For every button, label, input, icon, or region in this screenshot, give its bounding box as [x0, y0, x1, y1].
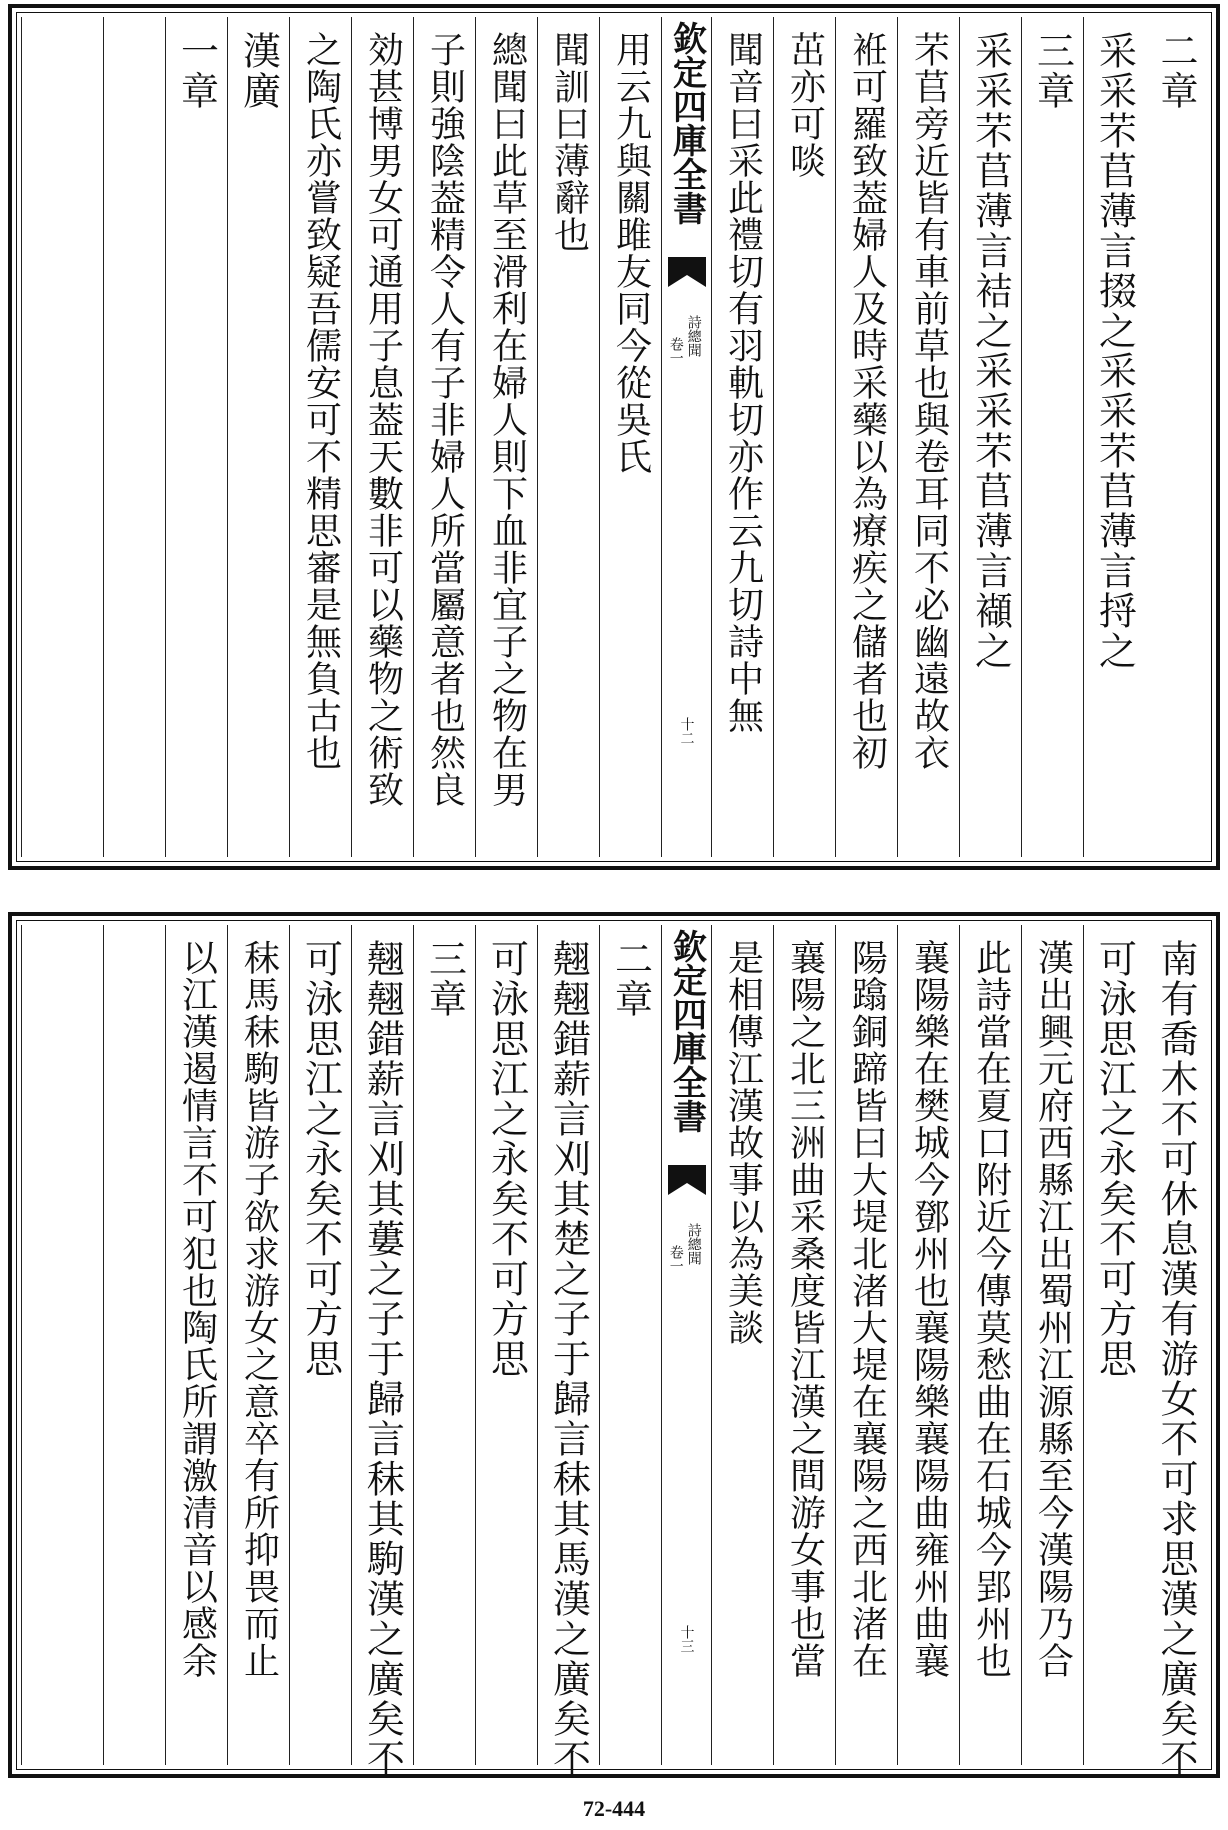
- poem-line: 可泳思江之永矣不可方思: [298, 939, 343, 1379]
- text-column: [413, 925, 475, 1765]
- text-column: [1083, 17, 1145, 857]
- text-column: [475, 925, 537, 1765]
- text-column: [835, 17, 897, 857]
- poem-title: 漢廣: [236, 31, 281, 111]
- text-column: [1021, 925, 1083, 1765]
- text-column: [897, 17, 959, 857]
- fish-tail-mark-icon: [668, 257, 706, 287]
- text-column: [773, 925, 835, 1765]
- commentary-line: 漢出興元府西縣江出蜀州江源縣至今漢陽乃合: [1032, 939, 1074, 1679]
- chapter-heading: 二章: [1154, 31, 1198, 111]
- text-column: [959, 17, 1021, 857]
- commentary-line: 此詩當在夏口附近今傳莫愁曲在石城今郢州也: [970, 939, 1012, 1679]
- page-bottom: [8, 912, 1220, 1778]
- commentary-line: 之陶氏亦嘗致疑吾儒安可不精思審是無負古也: [300, 31, 342, 771]
- commentary-line: 聞訓曰薄辭也: [548, 31, 590, 253]
- text-column: [413, 17, 475, 857]
- text-column: [21, 925, 103, 1765]
- poem-line: 翹翹錯薪言刈其蔞之子于歸言秣其駒漢之廣矣不: [360, 939, 405, 1779]
- commentary-line: 茁亦可啖: [784, 31, 826, 179]
- text-column: [537, 17, 599, 857]
- commentary-line: 襄陽樂在樊城今鄧州也襄陽樂襄陽曲雍州曲襄: [908, 939, 950, 1679]
- text-column: [103, 17, 165, 857]
- text-column: [711, 925, 773, 1765]
- text-column: [897, 925, 959, 1765]
- text-column: [1145, 17, 1207, 857]
- text-column: [289, 17, 351, 857]
- poem-line: 可泳思江之永矣不可方思: [484, 939, 529, 1379]
- commentary-line: 是相傳江漢故事以為美談: [722, 939, 764, 1346]
- poem-line: 可泳思江之永矣不可方思: [1092, 939, 1137, 1379]
- folio-number: 十二: [678, 717, 695, 745]
- fish-tail-mark-icon: [668, 1165, 706, 1195]
- commentary-line: 襄陽之北三洲曲采桑度皆江漢之間游女事也當: [784, 939, 826, 1679]
- commentary-line: 用云九與關雎友同今從吳氏: [610, 31, 652, 475]
- book-title: 詩總聞: [685, 1223, 702, 1265]
- text-column: [835, 925, 897, 1765]
- text-column: [599, 925, 661, 1765]
- text-column: [351, 17, 413, 857]
- text-column: [103, 925, 165, 1765]
- text-column: [1083, 925, 1145, 1765]
- juan-label: 卷一: [667, 1245, 684, 1273]
- chapter-heading: 三章: [1030, 31, 1075, 111]
- text-column: [21, 17, 103, 857]
- commentary-line: 秣馬秣駒皆游子欲求游女之意卒有所抑畏而止: [238, 939, 280, 1679]
- text-column: [475, 17, 537, 857]
- commentary-line: 袵可羅致葢婦人及時采藥以為療疾之儲者也初: [846, 31, 888, 771]
- text-column: [289, 925, 351, 1765]
- commentary-line: 子則強陰葢精令人有子非婦人所當屬意者也然良: [424, 31, 466, 808]
- commentary-line: 總聞曰此草至滑利在婦人則下血非宜子之物在男: [486, 31, 528, 808]
- commentary-line: 聞音曰采此禮切有羽軌切亦作云九切詩中無: [722, 31, 764, 734]
- center-fold: [661, 925, 711, 1765]
- commentary-line: 芣苢旁近皆有車前草也與卷耳同不必幽遠故衣: [908, 31, 950, 771]
- page-top: [8, 4, 1220, 870]
- series-title: 欽定四庫全書: [666, 929, 707, 1133]
- text-column: [1145, 925, 1207, 1779]
- page-number: 72-444: [582, 1796, 646, 1821]
- text-column: [711, 17, 773, 857]
- commentary-line: 陽蹹銅蹄皆曰大堤北渚大堤在襄陽之西北渚在: [846, 939, 888, 1679]
- text-column: [773, 17, 835, 857]
- text-column: [227, 925, 289, 1765]
- center-fold: [661, 17, 711, 857]
- chapter-heading: 三章: [422, 939, 467, 1019]
- text-column: [165, 925, 227, 1765]
- commentary-line: 以江漢遏情言不可犯也陶氏所謂激清音以感余: [176, 939, 218, 1679]
- text-column: [351, 925, 413, 1779]
- commentary-line: 効甚博男女可通用子息葢天數非可以藥物之術致: [362, 31, 404, 808]
- folio-number: 十三: [678, 1625, 695, 1653]
- text-column: [599, 17, 661, 857]
- poem-line: 南有喬木不可休息漢有游女不可求思漢之廣矣不: [1154, 939, 1198, 1779]
- book-title: 詩總聞: [685, 315, 702, 357]
- text-column: [537, 925, 599, 1779]
- poem-line: 采采芣苢薄言掇之采采芣苢薄言捋之: [1092, 31, 1137, 671]
- text-column: [1021, 17, 1083, 857]
- text-column: [959, 925, 1021, 1765]
- poem-line: 采采芣苢薄言袺之采采芣苢薄言襭之: [968, 31, 1013, 671]
- juan-label: 卷一: [667, 337, 684, 365]
- chapter-heading: 二章: [608, 939, 653, 1019]
- series-title: 欽定四庫全書: [666, 21, 707, 225]
- text-column: [165, 17, 227, 857]
- text-column: [227, 17, 289, 857]
- poem-line: 翹翹錯薪言刈其楚之子于歸言秣其馬漢之廣矣不: [546, 939, 591, 1779]
- chapter-heading: 一章: [174, 31, 219, 111]
